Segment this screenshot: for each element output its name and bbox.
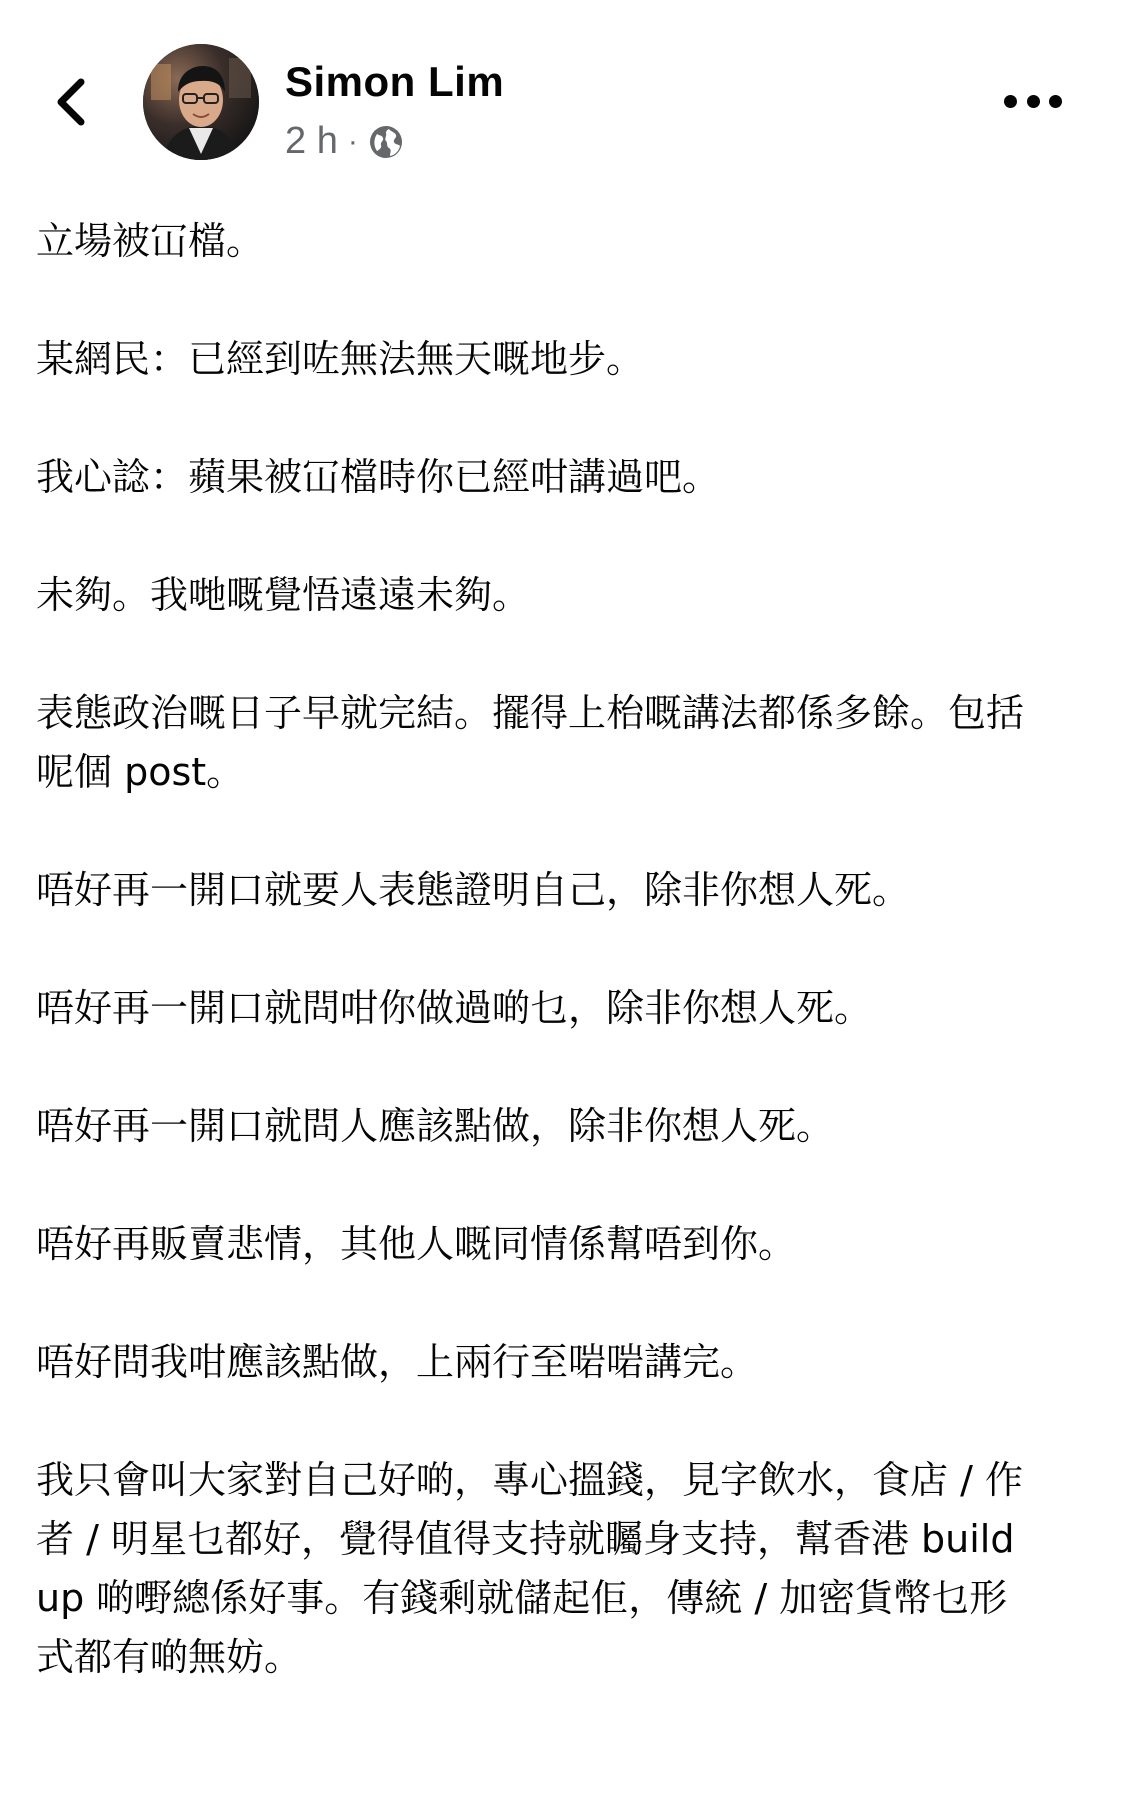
back-chevron-icon — [53, 76, 87, 128]
post-meta — [285, 120, 404, 163]
post-paragraph: 唔好問我咁應該點做，上兩行至啱啱講完。 — [36, 1340, 759, 1384]
post-paragraph: 唔好再一開口就問咁你做過啲乜，除非你想人死。 — [36, 986, 873, 1030]
avatar[interactable] — [143, 44, 259, 160]
more-options-icon-dot — [1049, 95, 1062, 108]
post-body — [36, 212, 1036, 1687]
author-name[interactable]: Simon Lim — [285, 58, 505, 105]
post-paragraph: 我心諗：蘋果被冚檔時你已經咁講過吧。 — [36, 455, 721, 499]
back-button[interactable] — [48, 72, 92, 132]
post-paragraph: 我只會叫大家對自己好啲，專心搵錢，見字飲水，食店 / 作者 / 明星乜都好，覺得值得支持就矚身支持，幫香港 build up 啲嘢總係好事。有錢剩就儲起佢，傳統 / 加密貨幣乜形式都有啲無妨。 — [36, 1458, 1023, 1679]
post-paragraph: 立場被冚檔。 — [36, 219, 265, 263]
post-paragraph: 表態政治嘅日子早就完結。擺得上枱嘅講法都係多餘。包括呢個 post。 — [36, 691, 1025, 794]
globe-icon[interactable] — [368, 124, 404, 160]
post-paragraph: 唔好再販賣悲情，其他人嘅同情係幫唔到你。 — [36, 1222, 797, 1266]
avatar-photo — [143, 44, 259, 160]
post-header — [0, 0, 1124, 190]
post-paragraph: 某網民：已經到咗無法無天嘅地步。 — [36, 337, 645, 381]
post-paragraph: 未夠。我哋嘅覺悟遠遠未夠。 — [36, 573, 531, 617]
more-options-button[interactable] — [1004, 86, 1062, 116]
meta-separator: · — [347, 124, 358, 158]
post-time[interactable]: 2 h — [285, 120, 338, 162]
more-options-icon-dot — [1027, 95, 1040, 108]
more-options-icon-dot — [1004, 95, 1017, 108]
post-paragraph: 唔好再一開口就問人應該點做，除非你想人死。 — [36, 1104, 835, 1148]
post-paragraph: 唔好再一開口就要人表態證明自己，除非你想人死。 — [36, 868, 911, 912]
